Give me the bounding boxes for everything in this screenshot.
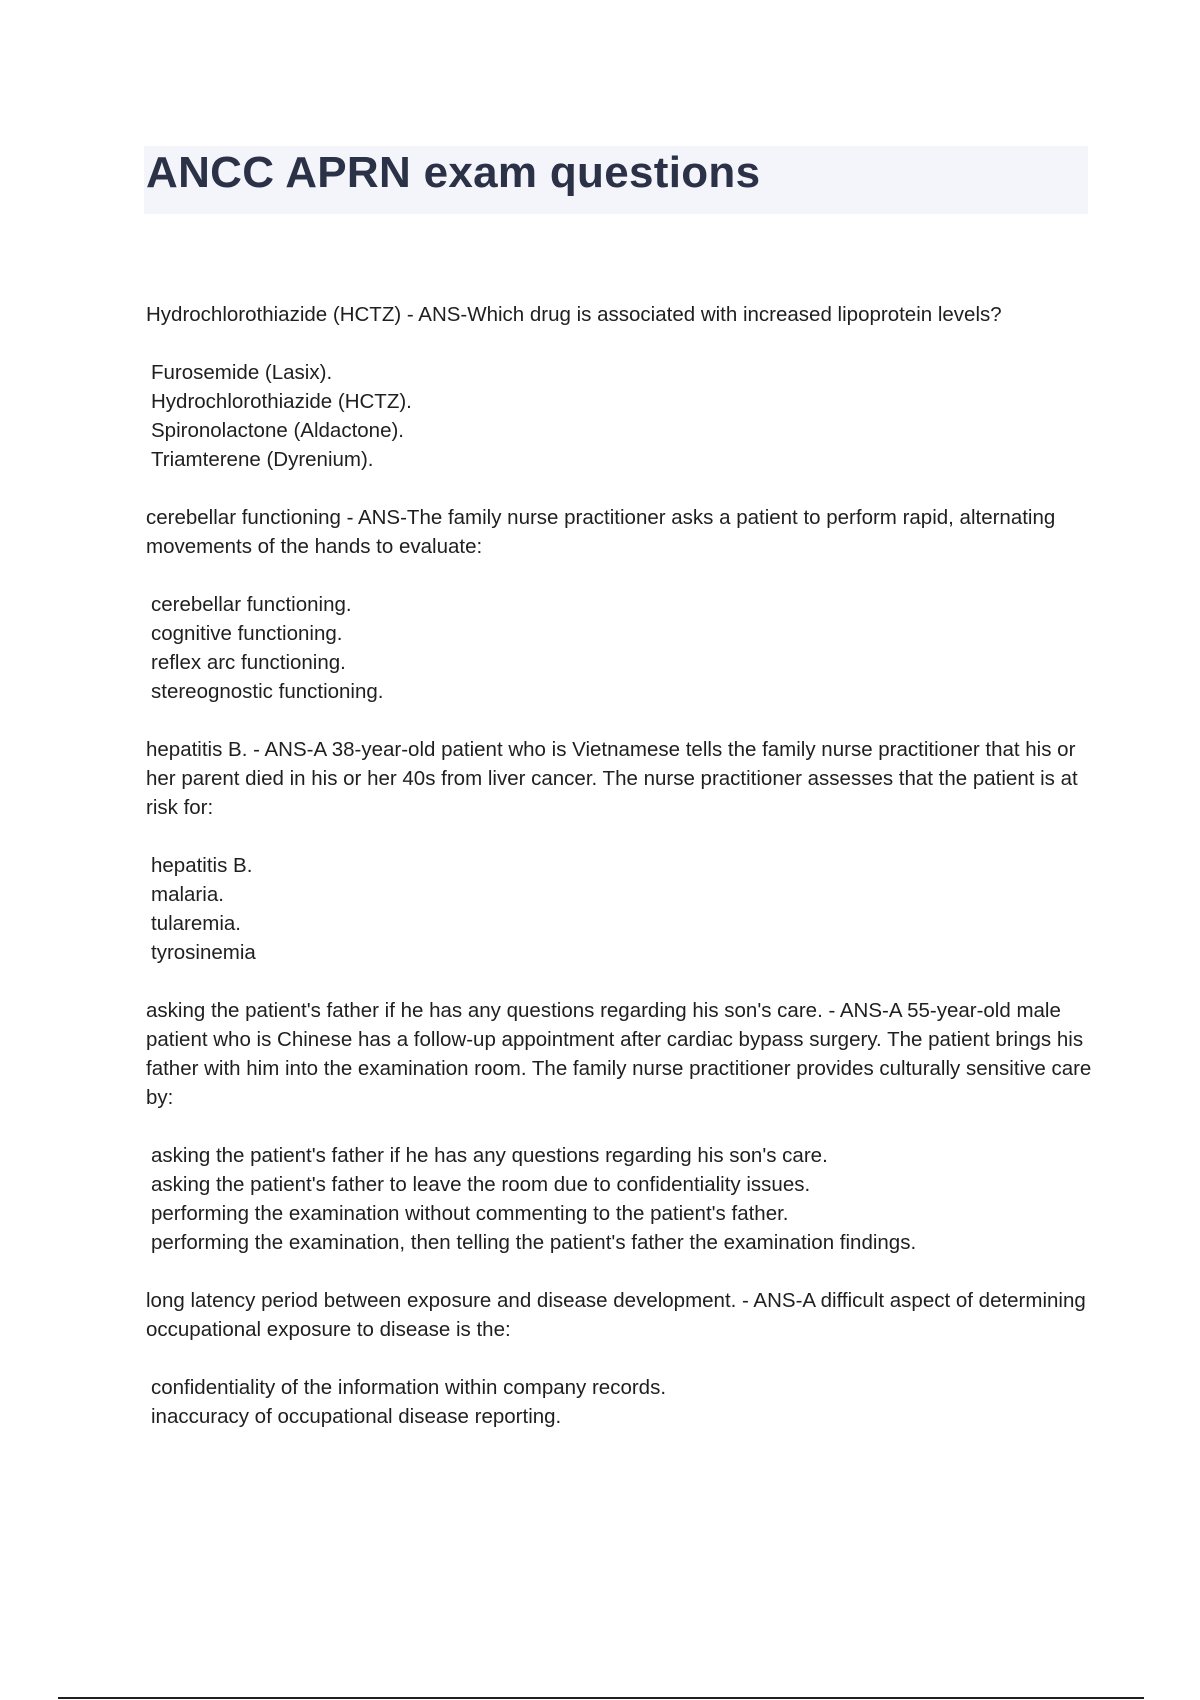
answer-options — [146, 851, 1096, 967]
question-block — [146, 996, 1096, 1257]
answer-option: confidentiality of the information within company records. — [151, 1376, 667, 1399]
page-title: ANCC APRN exam questions — [146, 148, 761, 197]
question-block — [146, 735, 1096, 967]
answer-options — [146, 1373, 1096, 1431]
answer-option: Spironolactone (Aldactone). — [151, 419, 404, 442]
answer-option: tyrosinemia — [151, 941, 256, 964]
answer-options — [146, 1141, 1096, 1257]
answer-option: performing the examination, then telling the patient's father the examination findings. — [151, 1231, 917, 1254]
answer-option: malaria. — [151, 883, 224, 906]
answer-option: performing the examination without commenting to the patient's father. — [151, 1202, 789, 1225]
question-block — [146, 503, 1096, 706]
answer-option: asking the patient's father to leave the room due to confidentiality issues. — [151, 1173, 811, 1196]
answer-option: Furosemide (Lasix). — [151, 361, 333, 384]
question-block — [146, 1286, 1096, 1431]
answer-option: asking the patient's father if he has any questions regarding his son's care. — [151, 1144, 828, 1167]
answer-options — [146, 590, 1096, 706]
question-text: cerebellar functioning - ANS-The family nurse practitioner asks a patient to perform rapid, alternating movements of the hands to evaluate: — [146, 506, 1061, 558]
footer-divider — [58, 1697, 1144, 1699]
question-text: hepatitis B. - ANS-A 38-year-old patient who is Vietnamese tells the family nurse practitioner that his or her parent died in his or her 40s from liver cancer. The nurse practitioner assesses that the patient is at risk for: — [146, 738, 1084, 819]
answer-option: Hydrochlorothiazide (HCTZ). — [151, 390, 412, 413]
answer-option: inaccuracy of occupational disease reporting. — [151, 1405, 562, 1428]
answer-option: stereognostic functioning. — [151, 680, 384, 703]
question-list — [146, 300, 1096, 1460]
answer-option: hepatitis B. — [151, 854, 253, 877]
question-text: long latency period between exposure and disease development. - ANS-A difficult aspect of determining occupational exposure to disease is the: — [146, 1289, 1092, 1341]
answer-option: tularemia. — [151, 912, 242, 935]
question-block — [146, 300, 1096, 474]
answer-option: Triamterene (Dyrenium). — [151, 448, 374, 471]
answer-option: cognitive functioning. — [151, 622, 343, 645]
question-text: asking the patient's father if he has any questions regarding his son's care. - ANS-A 55-year-old male patient who is Chinese has a follow-up appointment after cardiac bypass surgery. The patient brings his father with him into the examination room. The family nurse practitioner provides culturally sensitive care by: — [146, 999, 1098, 1109]
answer-option: reflex arc functioning. — [151, 651, 346, 674]
answer-options — [146, 358, 1096, 474]
answer-option: cerebellar functioning. — [151, 593, 352, 616]
question-text: Hydrochlorothiazide (HCTZ) - ANS-Which drug is associated with increased lipoprotein levels? — [146, 303, 1002, 326]
